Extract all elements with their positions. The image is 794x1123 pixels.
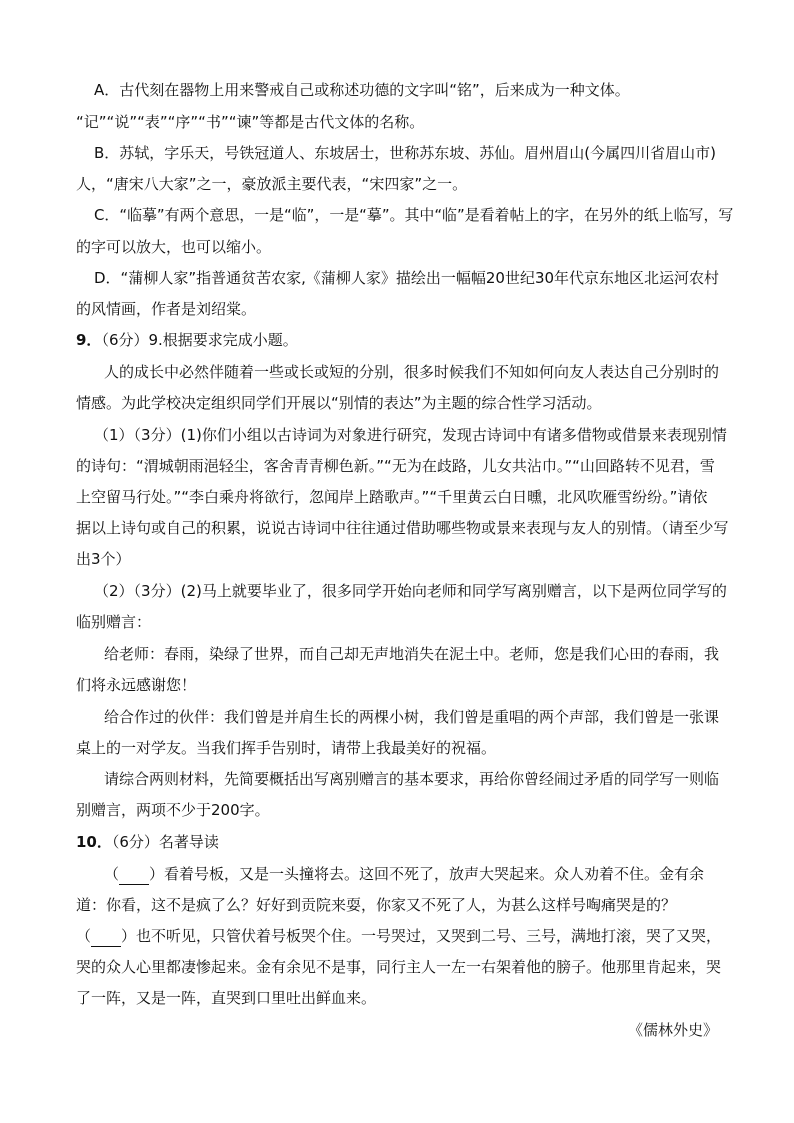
q9-farewell-partner-line1: 给合作过的伙伴：我们曾是并肩生长的两棵小树，我们曾是重唱的两个声部，我们曾是一张课: [104, 708, 720, 726]
q10-passage-line4: 哭的众人心里都凄惨起来。金有余见不是事，同行主人一左一右架着他的膀子。他那里肯起来，哭: [76, 958, 722, 976]
q9-intro-line2: 情感。为此学校决定组织同学们开展以“别情的表达”为主题的综合性学习活动。: [76, 394, 602, 412]
q9-sub1-line4: 据以上诗句或自己的积累，说说古诗词中往往通过借助哪些物或景来表现与友人的别情。（请至少写: [76, 519, 729, 537]
q10-source: 《儒林外史》: [627, 1021, 718, 1039]
q9-sub2-line1: （2）（3分）(2)马上就要毕业了，很多同学开始向老师和同学写离别赠言，以下是两位同学写的: [94, 582, 727, 600]
q9-farewell-teacher-line2: 们将永远感谢您！: [76, 676, 197, 694]
q8-option-a-line2: “记”“说”“表”“序”“书”“谏”等都是古代文体的名称。: [76, 113, 425, 131]
q10-passage-text-3: ）也不听见，只管伏着号板哭个住。一号哭过，又哭到二号、三号，满地打滚，哭了又哭，: [121, 927, 722, 945]
q9-farewell-teacher-line1: 给老师：春雨，染绿了世界，而自己却无声地消失在泥土中。老师，您是我们心田的春雨，我: [104, 645, 720, 663]
q9-score: （6分）: [101, 331, 149, 349]
q8-option-c-line2: 的字可以放大，也可以缩小。: [76, 238, 272, 256]
q10-score: （6分）: [111, 833, 159, 851]
q10-passage-line2: 道：你看，这不是疯了么？好好到贡院来耍，你家又不死了人，为甚么这样号啕痛哭是的？: [76, 896, 677, 914]
q9-title: 9.根据要求完成小题。: [148, 331, 298, 349]
q10-answer-blank-2[interactable]: [91, 926, 121, 947]
q9-farewell-partner-line2: 桌上的一对学友。当我们挥手告别时，请带上我最美好的祝福。: [76, 739, 497, 757]
q9-sub1-line5: 出3个）: [76, 550, 131, 568]
q8-option-c-line1: C．“临摹”有两个意思，一是“临”，一是“摹”。其中“临”是看着帖上的字，在另外的纸上临写，写: [94, 206, 734, 224]
q9-sub1-line2: 的诗句：“渭城朝雨浥轻尘，客舍青青柳色新。”“无为在歧路，儿女共沾巾。”“山回路转不见君，雪: [76, 457, 715, 475]
q9-task-line2: 别赠言，两项不少于200字。: [76, 801, 270, 819]
q8-option-d-line2: 的风情画，作者是刘绍棠。: [76, 300, 257, 318]
q9-sub1-line1: （1）（3分）(1)你们小组以古诗词为对象进行研究，发现古诗词中有诸多借物或借景来表现别情: [94, 426, 727, 444]
q10-passage-line3: [76, 926, 721, 947]
q10-number: 10．: [76, 833, 112, 851]
q10-bracket-open-1: （: [104, 865, 120, 883]
q10-header: [76, 832, 219, 852]
q9-task-line1: 请综合两则材料，先简要概括出写离别赠言的基本要求，再给你曾经闹过矛盾的同学写一则临: [104, 770, 720, 788]
q9-intro-line1: 人的成长中必然伴随着一些或长或短的分别，很多时候我们不知如何向友人表达自己分别时的: [104, 363, 720, 381]
q9-number: 9．: [76, 331, 102, 349]
q10-bracket-open-2: （: [76, 927, 92, 945]
q10-answer-blank-1[interactable]: [119, 864, 149, 885]
q10-passage-text-1: ）看着号板，又是一头撞将去。这回不死了，放声大哭起来。众人劝着不住。金有余: [149, 865, 705, 883]
q9-sub2-line2: 临别赠言：: [76, 613, 152, 631]
q10-passage-line1: [104, 864, 704, 885]
q9-sub1-line3: 上空留马行处。”“李白乘舟将欲行，忽闻岸上踏歌声。”“千里黄云白日曛，北风吹雁雪纷纷。”请依: [76, 488, 708, 506]
q8-option-d-line1: D．“蒲柳人家”指普通贫苦农家,《蒲柳人家》描绘出一幅幅20世纪30年代京东地区北运河农村: [94, 269, 720, 287]
q10-title: 名著导读: [158, 833, 219, 851]
q8-option-b-line2: 人，“唐宋八大家”之一，豪放派主要代表，“宋四家”之一。: [76, 175, 468, 193]
q8-option-a-line1: A．古代刻在器物上用来警戒自己或称述功德的文字叫“铭”，后来成为一种文体。: [94, 81, 630, 99]
q8-option-b-line1: B．苏轼，字乐天，号铁冠道人、东坡居士，世称苏东坡、苏仙。眉州眉山(今属四川省眉山市): [94, 144, 716, 162]
q10-passage-line5: 了一阵，又是一阵，直哭到口里吐出鲜血来。: [76, 989, 377, 1007]
q9-header: [76, 330, 298, 350]
